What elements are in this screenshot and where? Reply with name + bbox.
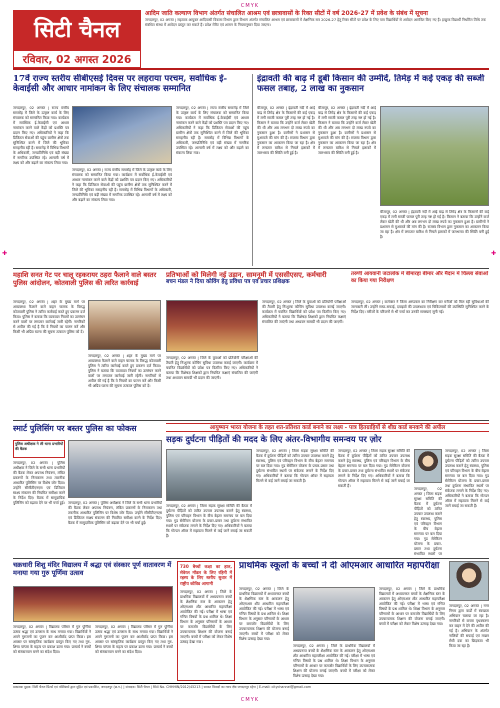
road-story-body: जगदलपुर, 02 अगस्त | जिला सड़क सुरक्षा समिति की बैठक में दुर्घटना पीड़ितों को त्वरित उपचार उपलब्ध कराने हेतु स्वास्थ्य, पुलिस एवं परिवहन विभाग के बीच बेहतर समन्वय पर बल दिया गया। गुड सेमेरिटन योजना के प्रचार-प्रसार तथा दुर्घटना संभावित स्थलों पर संकेतक लगाने के निर्देश दिए गए। अधिकारियों ने बताया कि गोल्डन ऑवर में सहायता मिलने से कई जानें बचाई जा सकती हैं। [166, 504, 252, 538]
issue-date: रविवार, 02 अगस्त 2026 [13, 50, 141, 68]
lead-story-body: जगदलपुर, 02 अगस्त | राज्य स्तरीय समारोह में जिले के उत्कृष्ट कार्य के लिए संचालक को सम्मानित किया गया। कार्यक्रम में सर्वाधिक ई-केवाईसी एवं आधार नामांकन करने वाले केंद्रों को प्रशस्ति पत्र प्रदान किए गए। अधिकारियों ने कहा कि डिजिटल सेवाओं की पहुंच ग्रामीण क्षेत्रों तक सुनिश्चित करने में जिले की भूमिका सराहनीय रही है। समारोह में विभिन्न विभागों के अधिकारी, जनप्रतिनिधि एवं बड़ी संख्या में नागरिक उपस्थित रहे। आगामी वर्ष में लक्ष्य को और बढ़ाने का संकल्प लिया गया। [13, 106, 69, 165]
section-divider [13, 558, 489, 559]
lead-story-headline: 17वें राज्य स्तरीय सीबीएसई दिवस पर लहराया परचम, सर्वाधिक ई-केवाईसी और आधार नामांकन के लिए संचालक सम्मानित [13, 74, 228, 94]
school-info-box-body: जगदलपुर, 02 अगस्त | जिले के प्राथमिक विद्यालयों में अध्ययनरत बच्चों के शैक्षणिक स्तर के आकलन हेतु ओएमआर शीट आधारित महापरीक्षा आयोजित की गई। परीक्षा में भाषा एवं गणित विषयों के प्रश्न शामिल थे। शिक्षा विभाग के अनुसार परिणामों के आधार पर कमजोर विद्यार्थियों के लिए उपचारात्मक शिक्षण की योजना बनाई जाएगी। बच्चों में परीक्षा को लेकर विशेष उत्साह देखा गया। [180, 590, 232, 645]
school-festival-photo [13, 586, 173, 622]
school-story-info-box [177, 561, 235, 681]
road-story-body-column-4: जगदलपुर, 02 अगस्त | जिला सड़क सुरक्षा समिति की बैठक में दुर्घटना पीड़ितों को त्वरित उपचार उपलब्ध कराने हेतु स्वास्थ्य, पुलिस एवं परिवहन विभाग के बीच बेहतर समन्वय पर बल दिया गया। गुड सेमेरिटन योजना के प्रचार-प्रसार तथा दुर्घटना संभावित स्थलों पर संकेतक लगाने के निर्देश दिए गए। अधिकारियों ने बताया कि गोल्डन ऑवर में सहायता मिलने से कई जानें बचाई जा सकती हैं। [445, 449, 489, 508]
school-story-body-continued: जगदलपुर, 02 अगस्त | जिले के प्राथमिक विद्यालयों में अध्ययनरत बच्चों के शैक्षणिक स्तर के आकलन हेतु ओएमआर शीट आधारित महापरीक्षा आयोजित की गई। परीक्षा में भाषा एवं गणित विषयों के प्रश्न शामिल थे। शिक्षा विभाग के अनुसार परिणामों के आधार पर कमजोर विद्यार्थियों के लिए उपचारात्मक शिक्षण की योजना बनाई जाएगी। बच्चों में परीक्षा को लेकर विशेष उत्साह देखा गया। [293, 644, 375, 678]
coaching-story-body: जगदलपुर, 02 अगस्त | जिले के युवाओं को प्रतियोगी परीक्षाओं की तैयारी हेतु निःशुल्क कोचिंग सुविधा उपलब्ध कराई जाएगी। कार्यक्रम में चयनित विद्यार्थियों को प्रवेश पत्र वितरित किए गए। अधिकारियों ने बताया कि विशेषज्ञ शिक्षकों द्वारा नियमित कक्षाएं संचालित की जाएंगी तथा अध्ययन सामग्री भी प्रदान की जाएगी। [166, 356, 258, 380]
road-story-headline: सड़क दुर्घटना पीड़ितों की मदद के लिए अंतर-विभागीय समन्वय पर ज़ोर [166, 434, 382, 444]
flood-story-headline-block [257, 74, 489, 104]
section-divider [13, 420, 489, 421]
side-story-body: जगदलपुर, 02 अगस्त | नगर निगम द्वारा वार्डों में स्वच्छता अभियान चलाया जा रहा है। नागरिकों से कचरा पृथक्करण कर वाहन में देने की अपील की गई है। अभियान के अंतर्गत नालियों की सफाई एवं मच्छर रोधी दवा का छिड़काव भी किया जा रहा है। [449, 604, 489, 648]
police-meeting-photo [68, 440, 162, 498]
school-story-body: जगदलपुर, 02 अगस्त | जिले के प्राथमिक विद्यालयों में अध्ययनरत बच्चों के शैक्षणिक स्तर के आकलन हेतु ओएमआर शीट आधारित महापरीक्षा आयोजित की गई। परीक्षा में भाषा एवं गणित विषयों के प्रश्न शामिल थे। शिक्षा विभाग के अनुसार परिणामों के आधार पर कमजोर विद्यार्थियों के लिए उपचारात्मक शिक्षण की योजना बनाई जाएगी। बच्चों में परीक्षा को लेकर विशेष उत्साह देखा गया। [239, 587, 289, 641]
side-registration-mark-left: ✚ [2, 250, 8, 257]
masthead-notice [145, 10, 489, 68]
truck-story-headline-block [13, 271, 161, 299]
school-story-headline-block [239, 561, 445, 585]
hospital-story-body: जगदलपुर, 02 अगस्त | कलेक्टर ने जिला अस्पताल का निरीक्षण कर मरीजों को मिल रही सुविधाओं की जानकारी ली। उन्होंने साफ-सफाई, दवाइयों की उपलब्धता एवं चिकित्सकों की उपस्थिति सुनिश्चित करने के निर्देश दिए। मरीजों के परिजनों से भी चर्चा कर उनकी समस्याएं सुनी गईं। [351, 300, 489, 314]
truck-story-body-continued: जगदलपुर, 02 अगस्त | शहर के मुख्य मार्ग पर अव्यवस्था फैलाने वाले वाहन चालक के विरुद्ध कोतवाली पुलिस ने त्वरित कार्रवाई करते हुए प्रकरण दर्ज किया। पुलिस ने बताया कि यातायात नियमों का उल्लंघन करने वालों पर लगातार कार्रवाई जारी रहेगी। नागरिकों से अपील की गई है कि वे नियमों का पालन करें और किसी भी अप्रिय घटना की सूचना तत्काल पुलिस को दें। [88, 354, 161, 388]
road-story-photo [166, 449, 252, 501]
imprint-line: प्रकाशक मुद्रक: सिटी चैनल प्रिंटर्स एवं पब्लिशर्स द्वारा मुद्रित एवं प्रकाशित, जगदलपुर (छ.ग.) | संपादक: सिटी चैनल | RNI No. CHHHIN/2012/45213 | समस्त विवादों का न्याय क्षेत्र जगदलपुर रहेगा | E-mail: citychannel@gmail.com [13, 683, 489, 695]
school-festival-body: जगदलपुर, 02 अगस्त | विद्यालय परिसर में गुरु पूर्णिमा उत्सव श्रद्धा एवं उल्लास के साथ मनाया गया। विद्यार्थियों ने अपने गुरुजनों का पूजन कर आशीर्वाद प्राप्त किया। इस अवसर पर सांस्कृतिक कार्यक्रम प्रस्तुत किए गए तथा गुरु-शिष्य परंपरा के महत्व पर प्रकाश डाला गया। प्राचार्य ने बच्चों को संस्कारवान बनने का संदेश दिया। [13, 625, 91, 654]
school-festival-headline: चक्रधारी शिशु मंदिर विद्यालय में श्रद्धा एवं संस्कार पूर्ण वातावरण में मनाया गया गुरु पूर्णिमा उत्सव [13, 561, 172, 577]
school-story-body-column-3: जगदलपुर, 02 अगस्त | जिले के प्राथमिक विद्यालयों में अध्ययनरत बच्चों के शैक्षणिक स्तर के आकलन हेतु ओएमआर शीट आधारित महापरीक्षा आयोजित की गई। परीक्षा में भाषा एवं गणित विषयों के प्रश्न शामिल थे। शिक्षा विभाग के अनुसार परिणामों के आधार पर कमजोर विद्यार्थियों के लिए उपचारात्मक शिक्षण की योजना बनाई जाएगी। बच्चों में परीक्षा को लेकर विशेष उत्साह देखा गया। [379, 587, 445, 626]
print-registration-mark-bottom: CMYK [240, 697, 260, 703]
coaching-story-headline: प्रतिभाओं को मिलेगी नई उड़ान, सामनूमी में एससीएसए, कर्मचारी [166, 271, 327, 279]
flood-story-headline: इंद्रावती की बाढ़ में डूबी किसान की उम्मीदें, तिमेड़ में कई एकड़ की सब्जी फसल तबाह, 2 लाख का नुकसान [257, 74, 485, 94]
column-divider [252, 74, 253, 266]
announcement-text: आयुष्मान भारत योजना के तहत शत-प्रतिशत कार्ड बनाने का लक्ष्य - पात्र हितग्राहियों से शीघ्र कार्ड बनवाने की अपील [209, 425, 446, 431]
coaching-story-headline-block [166, 271, 346, 299]
lead-story-body-continued: जगदलपुर, 02 अगस्त | राज्य स्तरीय समारोह में जिले के उत्कृष्ट कार्य के लिए संचालक को सम्मानित किया गया। कार्यक्रम में सर्वाधिक ई-केवाईसी एवं आधार नामांकन करने वाले केंद्रों को प्रशस्ति पत्र प्रदान किए गए। अधिकारियों ने कहा कि डिजिटल सेवाओं की पहुंच ग्रामीण क्षेत्रों तक सुनिश्चित करने में जिले की भूमिका सराहनीय रही है। समारोह में विभिन्न विभागों के अधिकारी, जनप्रतिनिधि एवं बड़ी संख्या में नागरिक उपस्थित रहे। आगामी वर्ष में लक्ष्य को और बढ़ाने का संकल्प लिया गया। [72, 168, 172, 202]
side-story-photo [449, 561, 489, 601]
police-sidebar-label: पुलिस अधीक्षक ने ली थाना प्रभारियों की बैठक [15, 442, 63, 451]
police-story-headline: स्मार्ट पुलिसिंग पर बस्तर पुलिस का फोकस [13, 423, 137, 433]
masthead [13, 10, 489, 70]
notice-body: जगदलपुर, 02 अगस्त | सहायक आयुक्त आदिवासी विकास विभाग द्वारा विभाग अंतर्गत संचालित आश्रम एवं छात्रावासों में शैक्षणिक सत्र 2026-27 हेतु रिक्त सीटों पर प्रवेश के लिए पात्र विद्यार्थियों से आवेदन आमंत्रित किए गए हैं। इच्छुक विद्यार्थी निर्धारित तिथि तक संबंधित संस्था में आवेदन प्रस्तुत कर सकते हैं। प्रवेश मेरिट एवं शासन के नियमानुसार दिया जाएगा। [145, 18, 486, 28]
police-story-body-continued: जगदलपुर, 02 अगस्त | पुलिस अधीक्षक ने जिले के सभी थाना प्रभारियों की बैठक लेकर अपराध नियंत्रण, लंबित प्रकरणों के निराकरण तथा तकनीक आधारित पुलिसिंग पर विशेष जोर दिया। उन्होंने सीसीटीएनएस एवं डिजिटल साक्ष्य संकलन की नियमित समीक्षा करने के निर्देश दिए। बैठक में सामुदायिक पुलिसिंग को बढ़ावा देने पर भी चर्चा हुई। [68, 501, 162, 525]
flood-story-body-continued: बीजापुर, 02 अगस्त | इंद्रावती नदी में आई बाढ़ से तिमेड़ क्षेत्र के किसानों की कई एकड़ में लगी सब्जी फसल पूरी तरह नष्ट हो गई है। किसान ने बताया कि उन्होंने कर्ज लेकर खेती की थी और अब लगभग दो लाख रुपये का नुकसान हुआ है। ग्रामीणों ने प्रशासन से मुआवजे की मांग की है। राजस्व विभाग द्वारा नुकसान का आकलन किया जा रहा है। क्षेत्र में लगातार बारिश से निचले इलाकों में जलभराव की स्थिति बनी हुई है। [318, 106, 376, 155]
coaching-story-body-continued: जगदलपुर, 02 अगस्त | जिले के युवाओं को प्रतियोगी परीक्षाओं की तैयारी हेतु निःशुल्क कोचिंग सुविधा उपलब्ध कराई जाएगी। कार्यक्रम में चयनित विद्यार्थियों को प्रवेश पत्र वितरित किए गए। अधिकारियों ने बताया कि विशेषज्ञ शिक्षकों द्वारा नियमित कक्षाएं संचालित की जाएंगी तथा अध्ययन सामग्री भी प्रदान की जाएगी। [262, 300, 346, 324]
road-story-body-continued: जगदलपुर, 02 अगस्त | जिला सड़क सुरक्षा समिति की बैठक में दुर्घटना पीड़ितों को त्वरित उपचार उपलब्ध कराने हेतु स्वास्थ्य, पुलिस एवं परिवहन विभाग के बीच बेहतर समन्वय पर बल दिया गया। गुड सेमेरिटन योजना के प्रचार-प्रसार तथा दुर्घटना संभावित स्थलों पर संकेतक लगाने के निर्देश दिए गए। अधिकारियों ने बताया कि गोल्डन ऑवर में सहायता मिलने से कई जानें बचाई जा सकती हैं। [256, 449, 334, 483]
section-divider [13, 268, 489, 269]
road-story-body-column-5: जगदलपुर, 02 अगस्त | जिला सड़क सुरक्षा समिति की बैठक में दुर्घटना पीड़ितों को त्वरित उपचार उपलब्ध कराने हेतु स्वास्थ्य, पुलिस एवं परिवहन विभाग के बीच बेहतर समन्वय पर बल दिया गया। गुड सेमेरिटन योजना के प्रचार-प्रसार तथा दुर्घटना संभावित स्थलों पर [414, 487, 442, 555]
road-story-headline-block [166, 434, 489, 446]
lead-story-body-column-3: जगदलपुर, 02 अगस्त | राज्य स्तरीय समारोह में जिले के उत्कृष्ट कार्य के लिए संचालक को सम्मानित किया गया। कार्यक्रम में सर्वाधिक ई-केवाईसी एवं आधार नामांकन करने वाले केंद्रों को प्रशस्ति पत्र प्रदान किए गए। अधिकारियों ने कहा कि डिजिटल सेवाओं की पहुंच ग्रामीण क्षेत्रों तक सुनिश्चित करने में जिले की भूमिका सराहनीय रही है। समारोह में विभिन्न विभागों के अधिकारी, जनप्रतिनिधि एवं बड़ी संख्या में नागरिक उपस्थित रहे। आगामी वर्ष में लक्ष्य को और बढ़ाने का संकल्प लिया गया। [176, 106, 249, 155]
police-story-sidebar [13, 440, 65, 458]
truck-story-photo [88, 300, 161, 350]
lead-story-photo [72, 106, 172, 164]
school-festival-headline-block [13, 561, 173, 585]
police-story-headline-block [13, 423, 163, 437]
notice-headline: आदिम जाति कल्याण विभाग अंतर्गत संचालित आश्रम एवं छात्रावासों के रिक्त सीटों में वर्ष 2026-27 में प्रवेश के संबंध में सूचना [145, 10, 428, 17]
officer-portrait-photo [414, 449, 442, 483]
side-registration-mark-right: ✚ [491, 250, 497, 257]
hospital-story-headline-block [351, 271, 489, 299]
school-info-box-headline: 730 बैच्चों कक्षा का हाल, सेवेरल मॉडल के लिए रहिनी में रहस्य के लिए स्तरीय सुधार में राष्ट्रीय कोविड आगामी [180, 564, 232, 586]
newspaper-title: सिटी चैनल [33, 17, 121, 43]
coaching-story-photo [166, 300, 258, 352]
print-registration-mark: CMYK [240, 3, 260, 9]
truck-story-body: जगदलपुर, 02 अगस्त | शहर के मुख्य मार्ग पर अव्यवस्था फैलाने वाले वाहन चालक के विरुद्ध कोतवाली पुलिस ने त्वरित कार्रवाई करते हुए प्रकरण दर्ज किया। पुलिस ने बताया कि यातायात नियमों का उल्लंघन करने वालों पर लगातार कार्रवाई जारी रहेगी। नागरिकों से अपील की गई है कि वे नियमों का पालन करें और किसी भी अप्रिय घटना की सूचना तत्काल पुलिस को दें। [13, 300, 85, 334]
flood-story-body-column-3: बीजापुर, 02 अगस्त | इंद्रावती नदी में आई बाढ़ से तिमेड़ क्षेत्र के किसानों की कई एकड़ में लगी सब्जी फसल पूरी तरह नष्ट हो गई है। किसान ने बताया कि उन्होंने कर्ज लेकर खेती की थी और अब लगभग दो लाख रुपये का नुकसान हुआ है। ग्रामीणों ने प्रशासन से मुआवजे की मांग की है। राजस्व विभाग द्वारा नुकसान का आकलन किया जा रहा है। क्षेत्र में लगातार बारिश से निचले इलाकों में जलभराव की स्थिति बनी हुई है। [380, 210, 489, 239]
lead-story-headline-block [13, 74, 249, 104]
announcement-strip [166, 423, 489, 432]
flood-story-body: बीजापुर, 02 अगस्त | इंद्रावती नदी में आई बाढ़ से तिमेड़ क्षेत्र के किसानों की कई एकड़ में लगी सब्जी फसल पूरी तरह नष्ट हो गई है। किसान ने बताया कि उन्होंने कर्ज लेकर खेती की थी और अब लगभग दो लाख रुपये का नुकसान हुआ है। ग्रामीणों ने प्रशासन से मुआवजे की मांग की है। राजस्व विभाग द्वारा नुकसान का आकलन किया जा रहा है। क्षेत्र में लगातार बारिश से निचले इलाकों में जलभराव की स्थिति बनी हुई है। [257, 106, 315, 155]
truck-story-headline: महाशि सनत गेट पर चालू रहकरायर ठहरा फैलाने वाले बस्तर पुलिस आंदोलन, कोतवाली पुलिस की त्वरित कार्रवाई [13, 271, 157, 287]
school-festival-body-continued: जगदलपुर, 02 अगस्त | विद्यालय परिसर में गुरु पूर्णिमा उत्सव श्रद्धा एवं उल्लास के साथ मनाया गया। विद्यार्थियों ने अपने गुरुजनों का पूजन कर आशीर्वाद प्राप्त किया। इस अवसर पर सांस्कृतिक कार्यक्रम प्रस्तुत किए गए तथा गुरु-शिष्य परंपरा के महत्व पर प्रकाश डाला गया। प्राचार्य ने बच्चों को संस्कारवान बनने का संदेश दिया। [95, 625, 173, 654]
flood-story-photo [380, 106, 489, 206]
masthead-logo-block [13, 10, 141, 68]
school-story-headline: प्राथमिक स्कूलों के बच्चों ने दी ओएमआर आधारित महापरीक्षा [239, 561, 440, 571]
coaching-story-subhead: बचन मंडल ने दिया कोविंग हेतु प्रविधा पत्र एवं प्रचार प्रशिक्षक [166, 279, 290, 285]
police-story-body: जगदलपुर, 02 अगस्त | पुलिस अधीक्षक ने जिले के सभी थाना प्रभारियों की बैठक लेकर अपराध नियंत्रण, लंबित प्रकरणों के निराकरण तथा तकनीक आधारित पुलिसिंग पर विशेष जोर दिया। उन्होंने सीसीटीएनएस एवं डिजिटल साक्ष्य संकलन की नियमित समीक्षा करने के निर्देश दिए। बैठक में सामुदायिक पुलिसिंग को बढ़ावा देने पर भी चर्चा हुई। [13, 461, 65, 505]
school-exam-photo [293, 587, 375, 641]
road-story-body-column-3: जगदलपुर, 02 अगस्त | जिला सड़क सुरक्षा समिति की बैठक में दुर्घटना पीड़ितों को त्वरित उपचार उपलब्ध कराने हेतु स्वास्थ्य, पुलिस एवं परिवहन विभाग के बीच बेहतर समन्वय पर बल दिया गया। गुड सेमेरिटन योजना के प्रचार-प्रसार तथा दुर्घटना संभावित स्थलों पर संकेतक लगाने के निर्देश दिए गए। अधिकारियों ने बताया कि गोल्डन ऑवर में सहायता मिलने से कई जानें बचाई जा सकती हैं। [338, 449, 410, 488]
hospital-story-headline: तरुणी आयवानी जटालोक में बीमारहा बीमार और मैदान में चिल्ला सेवाओं का किया गया निरीक्षण [351, 271, 489, 284]
